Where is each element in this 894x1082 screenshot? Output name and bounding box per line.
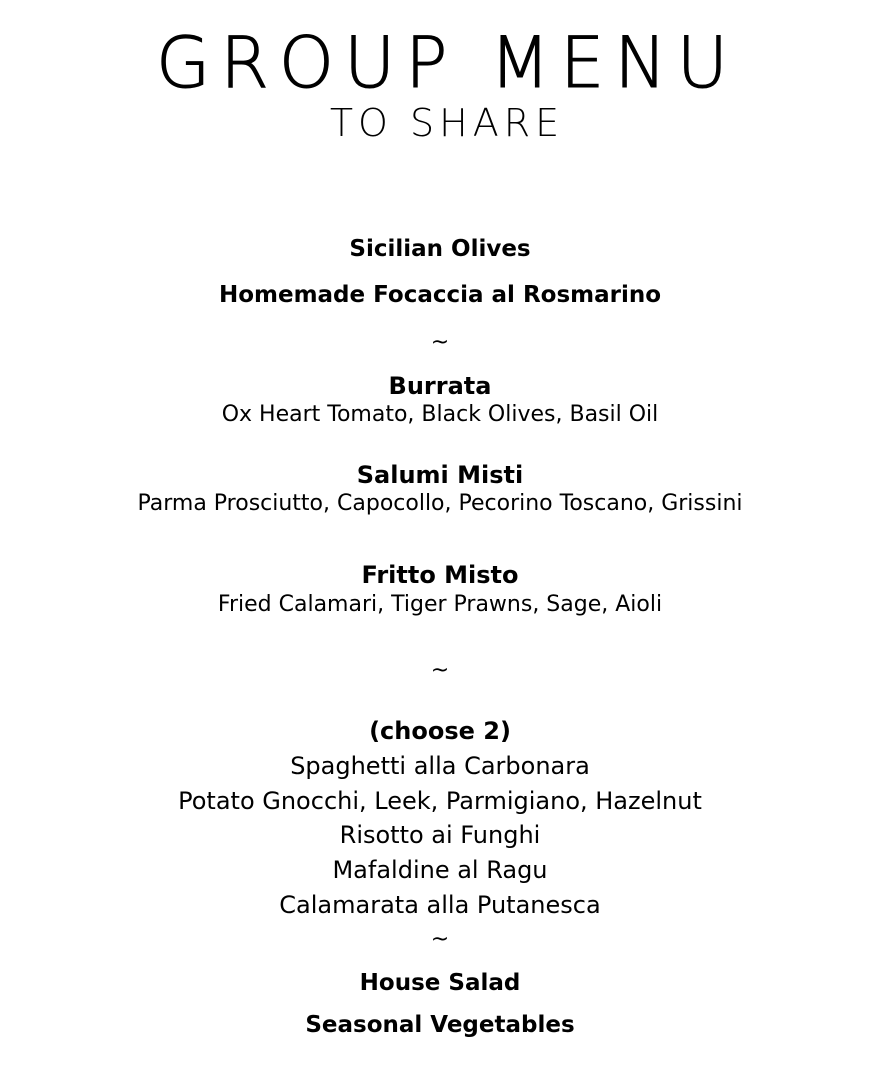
dish-name: Fritto Misto [361,561,519,589]
side-item: Seasonal Vegetables [305,1012,575,1038]
starter-item: Homemade Focaccia al Rosmarino [218,282,662,308]
dish-description: Parma Prosciutto, Capocollo, Pecorino Toscano, Grissini [137,491,743,516]
side-item: House Salad [359,970,521,996]
pasta-heading: (choose 2) [369,717,511,745]
dish-description: Ox Heart Tomato, Black Olives, Basil Oil [221,402,659,427]
pasta-item: Mafaldine al Ragu [332,856,548,884]
pasta-item: Risotto ai Funghi [339,821,541,849]
section-separator: ~ [430,658,450,683]
dish-description: Fried Calamari, Tiger Prawns, Sage, Aioli [217,592,663,617]
dish-name: Salumi Misti [356,461,524,489]
section-separator: ~ [430,330,450,355]
pasta-item: Calamarata alla Putanesca [279,891,601,919]
pasta-item: Spaghetti alla Carbonara [290,752,590,780]
dish-name: Burrata [388,372,492,400]
menu-title-main: GROUP MENU [156,22,738,104]
menu-title [0,0,894,160]
starter-item: Sicilian Olives [349,236,531,262]
menu-title-sub: TO SHARE [329,101,565,145]
pasta-item: Potato Gnocchi, Leek, Parmigiano, Hazelnut [178,787,702,815]
section-separator: ~ [430,927,450,952]
